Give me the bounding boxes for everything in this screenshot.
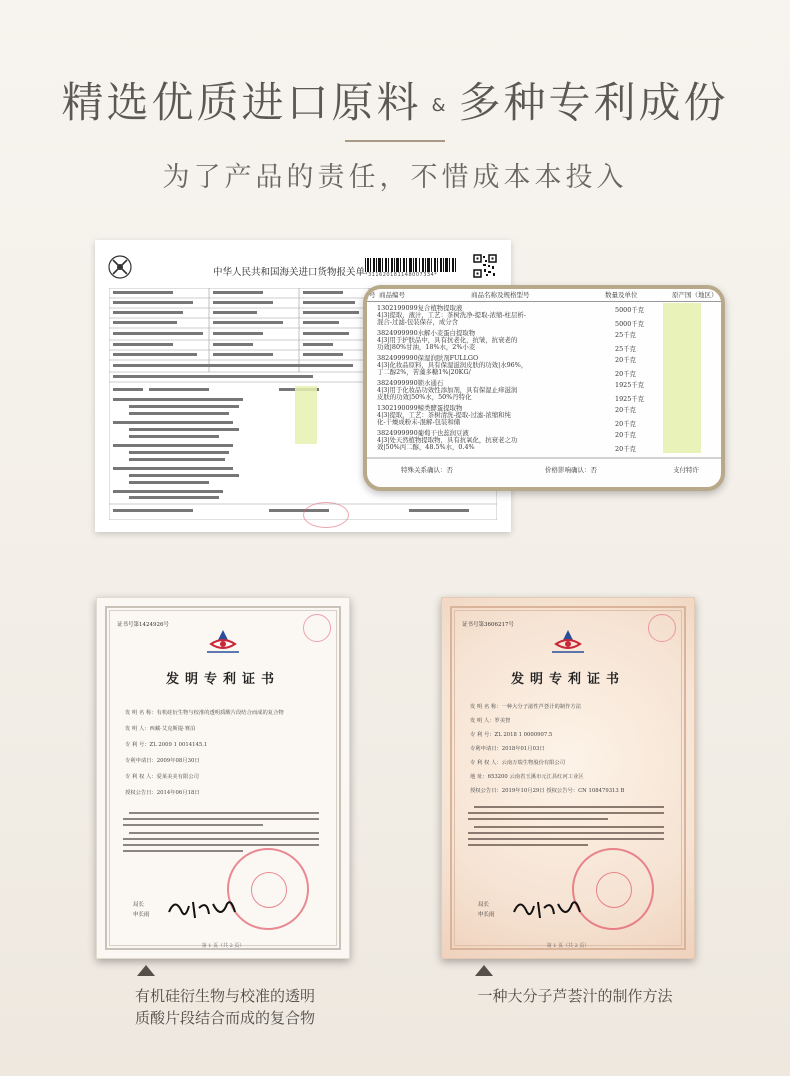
barcode-number: *311620181148007334* (365, 272, 438, 278)
certificate-body-text (123, 810, 323, 858)
row-4-qty-1: 1925千克 (615, 381, 645, 389)
field-invention-name: 发 明 名 称：有机硅衍生物与校准的透明质酸片段结合而成的复合物 (125, 710, 284, 716)
row-2-line-1: 3824999990水解小麦蛋白提取物 (377, 329, 476, 337)
page-subtitle: 为了产品的责任，不惜成本本投入 (162, 162, 628, 193)
patent-certificate-left (96, 597, 350, 959)
field-patentee: 专 利 权 人：爱莱美美有限公司 (125, 774, 199, 780)
qr-code-icon (473, 254, 497, 278)
row-2-qty-2: 25千克 (615, 345, 636, 353)
field-filing-date: 专利申请日：2018年01月03日 (470, 746, 545, 752)
signature-image (165, 894, 237, 924)
certificate-body-text (468, 804, 668, 852)
row-1-line-3: 混合-过滤-包装保存，成分含 (377, 318, 459, 326)
row-2-qty-1: 25千克 (615, 331, 636, 339)
title-right: 多种专利成份 (458, 78, 729, 127)
triangle-pointer-icon (137, 965, 155, 976)
row-4-qty-2: 1925千克 (615, 395, 645, 403)
official-red-seal (227, 848, 309, 930)
page-title (0, 70, 790, 130)
footer-royalty: 支付特许 (673, 466, 699, 474)
row-2-line-3: 功效|80%甘油，18%水，2%小麦 (377, 343, 476, 351)
col-name: 商品名称及规格型号 (471, 291, 530, 299)
col-country: 原产国（地区） (672, 291, 718, 299)
field-patent-no: 专 利 号：ZL 2009 1 0014145.1 (125, 742, 208, 748)
row-3-qty-1: 20千克 (615, 356, 636, 364)
signature-label-name: 申长雨 (133, 912, 150, 918)
row-5-qty-1: 20千克 (615, 406, 636, 414)
highlight-mark (663, 303, 701, 453)
official-red-seal (572, 848, 654, 930)
caption-left (110, 985, 340, 1029)
barcode-icon (365, 258, 457, 272)
row-5-qty-2: 20千克 (615, 420, 636, 428)
caption-right (455, 985, 695, 1007)
field-invention-name: 发 明 名 称：一种大分子滋性芦荟汁的制作方法 (470, 704, 581, 710)
col-qty: 数量及单位 (605, 291, 638, 299)
row-5-line-2: 4|3|提取，工艺：茶树清洗-提取-过滤-浓缩和纯 (377, 411, 511, 419)
caption-right-line-1: 一种大分子芦荟汁的制作方法 (477, 987, 673, 1005)
row-3-qty-2: 20千克 (615, 370, 636, 378)
caption-left-line-2: 质酸片段结合而成的复合物 (134, 1009, 315, 1027)
certificate-title: 发明专利证书 (510, 672, 625, 687)
row-6-line-1: 3824999990葡萄干也蕊润豆液 (377, 429, 469, 437)
field-patent-no: 专 利 号：ZL 2018 1 0000907.5 (470, 732, 553, 738)
declaration-detail-zoom (363, 285, 725, 491)
footer-special-relation: 特殊关系确认：否 (401, 466, 453, 474)
row-4-line-2: 4|3|用于化妆品功效性添加剂，具有保湿止痒滋润 (377, 386, 518, 394)
signature-label-title: 局长 (478, 902, 490, 908)
patent-office-logo-icon (203, 628, 243, 658)
title-divider (345, 140, 445, 142)
certificate-number: 证书号第3606217号 (462, 622, 514, 628)
triangle-pointer-icon (475, 965, 493, 976)
col-item-no: 号 (369, 291, 376, 299)
row-4-line-3: 皮肤的功效|50%水，50%丹特化 (377, 393, 472, 401)
row-2-line-2: 4|3|用于护肤品中，具有抗老化，抗皱，抗衰老的 (377, 336, 518, 344)
col-code: 商品编号 (379, 291, 405, 299)
certificate-title: 发明专利证书 (165, 672, 280, 687)
field-inventor: 发 明 人：罗美智 (470, 718, 511, 724)
field-inventor: 发 明 人：西藏·艾克斯提·赛泊 (125, 726, 196, 732)
caption-left-line-1: 有机硅衍生物与校准的透明 (134, 987, 315, 1005)
field-grant-date: 授权公告日：2019年10月29日 授权公告号：CN 108479313 B (470, 788, 625, 794)
patent-certificate-right (441, 597, 695, 959)
corner-seal (648, 614, 676, 642)
detail-divider (367, 457, 721, 459)
signature-label-name: 申长雨 (478, 912, 495, 918)
row-3-line-3: 丁二醇2%，苦藻多糖1%|20KG/ (377, 368, 471, 376)
field-grant-date: 授权公告日：2014年06月18日 (125, 790, 200, 796)
row-6-qty-2: 20千克 (615, 445, 636, 453)
customs-emblem-icon (107, 254, 133, 280)
row-6-line-2: 4|3|处天然植物提取物，具有抗氧化，抗衰老之功 (377, 436, 518, 444)
footer-price-impact: 价格影响确认：否 (545, 466, 597, 474)
row-4-line-1: 3824999990锁水通石 (377, 379, 444, 387)
customs-doc-title: 中华人民共和国海关进口货物报关单 (213, 267, 366, 278)
row-6-qty-1: 20千克 (615, 431, 636, 439)
row-6-line-3: 效|50%丙二醇，48.5%水，0.4% (377, 443, 475, 451)
certificate-page-number: 第 1 页（共 2 页） (546, 943, 590, 949)
row-3-line-1: 3824999990保湿润肤剂FULLGO (377, 354, 479, 362)
signature-image (510, 894, 582, 924)
row-3-line-2: 4|3|化妆品原料，具有保湿滋润皮肤的功效|水96%， (377, 361, 528, 369)
row-5-line-1: 1302190099鲸类酵蛋提取物 (377, 404, 463, 412)
customs-stamp (303, 502, 349, 528)
highlight-mark (295, 386, 317, 444)
title-left: 精选优质进口原料 (61, 78, 422, 127)
row-1-qty-2: 5000千克 (615, 320, 645, 328)
row-1-line-1: 1302199099复合植物提取液 (377, 304, 463, 312)
row-5-line-3: 化-干燥成粉末-混解-包装和储 (377, 418, 461, 426)
detail-header-row (367, 289, 721, 302)
certificate-page-number: 第 1 页（共 2 页） (201, 943, 245, 949)
row-1-line-2: 4|3|提取，液汁，工艺：茶树洗净-提取-浓缩-柱层析- (377, 311, 526, 319)
signature-label-title: 局长 (133, 902, 145, 908)
field-patentee: 专 利 权 人：云南万瑞生物股份有限公司 (470, 760, 566, 766)
field-address: 地 址：653200 云南省玉溪市元江县红河工业区 (470, 774, 584, 780)
corner-seal (303, 614, 331, 642)
field-filing-date: 专利申请日：2009年08月30日 (125, 758, 200, 764)
certificate-number: 证书号第1424926号 (117, 622, 169, 628)
title-ampersand: & (431, 95, 449, 116)
row-1-qty-1: 5000千克 (615, 306, 645, 314)
patent-office-logo-icon (548, 628, 588, 658)
